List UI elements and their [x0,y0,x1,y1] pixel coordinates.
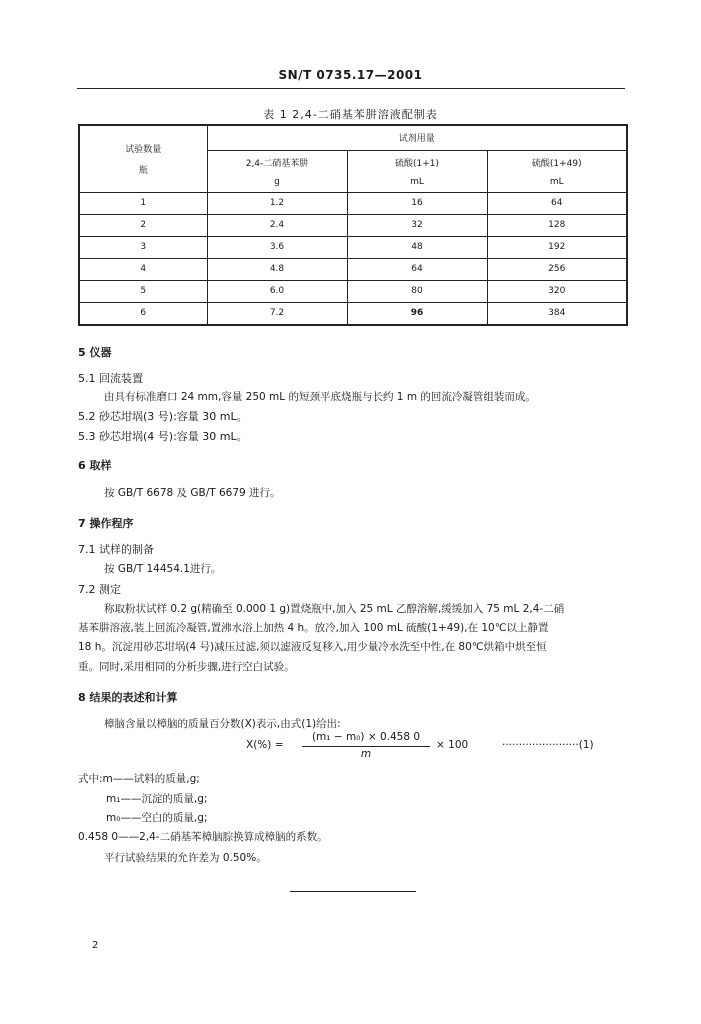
column-unit: mL [549,176,564,187]
section-7-2-line: 18 h。沉淀用砂芯坩埚(4 号)减压过滤,须以滤液反复移入,用少量冷水洗至中性,在 80℃烘箱中烘至恒 [78,641,547,653]
column-name: 硫酸(1+1) [394,158,440,169]
table-cell: 4.8 [207,258,347,280]
table-row [79,280,627,302]
section-7-2-line: 重。同时,采用相同的分析步骤,进行空白试验。 [78,661,295,673]
section-8-title: 8 结果的表述和计算 [78,691,178,704]
preparation-table [78,124,628,326]
section-6-body: 按 GB/T 6678 及 GB/T 6679 进行。 [104,487,281,499]
table-cell: 48 [347,236,487,258]
column-name: 硫酸(1+49) [531,158,582,169]
row-header-cell [79,125,207,192]
formula-tail: × 100 [436,739,469,751]
section-7-2-title: 7.2 测定 [78,583,121,596]
table-cell: 3.6 [207,236,347,258]
tolerance-text: 平行试验结果的允许差为 0.50%。 [104,852,267,864]
end-rule [290,891,416,892]
table-cell: 192 [487,236,627,258]
section-6-title: 6 取样 [78,459,112,472]
section-8-intro: 樟脑含量以樟脑的质量百分数(X)表示,由式(1)给出: [104,718,341,730]
table-cell: 64 [487,192,627,214]
formula-lhs: X(%) = [246,739,284,751]
table-row [79,258,627,280]
header-rule [77,88,625,89]
section-7-1-body: 按 GB/T 14454.1进行。 [104,563,222,575]
table-row [79,236,627,258]
table-cell: 1.2 [207,192,347,214]
table-cell: 4 [79,258,207,280]
table-cell: 128 [487,214,627,236]
formula-numerator: (m₁ − m₀) × 0.458 0 [311,731,421,743]
formula-denominator: m [360,748,372,760]
column-header [487,150,627,192]
table-cell: 320 [487,280,627,302]
table-cell: 2 [79,214,207,236]
definition-line: m₀——空白的质量,g; [106,812,208,824]
page-number: 2 [92,940,99,951]
section-7-2-line: 称取粉状试样 0.2 g(精确至 0.000 1 g)置烧瓶中,加入 25 mL 乙醇溶解,缓缓加入 75 mL 2,4-二硝 [104,603,565,615]
column-unit: mL [410,176,424,187]
table-caption: 表 1 2,4-二硝基苯肼溶液配制表 [263,108,438,121]
column-unit: g [274,176,280,187]
section-5-1-title: 5.1 回流装置 [78,372,143,385]
column-header [207,150,347,192]
section-7-2-line: 基苯肼溶液,装上回流冷凝管,置沸水浴上加热 4 h。放冷,加入 100 mL 硫酸(1+49),在 10℃以上静置 [78,622,549,634]
table-cell: 6.0 [207,280,347,302]
table-cell: 256 [487,258,627,280]
table-cell: 7.2 [207,302,347,325]
column-name: 2,4-二硝基苯肼 [245,158,309,169]
equation-number: ·······················(1) [502,739,594,751]
section-5-2: 5.2 砂芯坩埚(3 号):容量 30 mL。 [78,410,248,423]
table-cell: 5 [79,280,207,302]
table-cell: 2.4 [207,214,347,236]
section-5-title: 5 仪器 [78,346,112,359]
table-cell: 96 [347,302,487,325]
table-cell: 32 [347,214,487,236]
table-cell: 64 [347,258,487,280]
section-7-1-title: 7.1 试样的制备 [78,543,154,556]
table-cell: 384 [487,302,627,325]
standard-number: SN/T 0735.17—2001 [278,68,423,82]
definition-line: 0.458 0——2,4-二硝基苯樟脑腙换算成樟脑的系数。 [78,831,328,843]
row-header-unit: 瓶 [138,165,148,176]
table-row [79,302,627,325]
table-cell: 1 [79,192,207,214]
fraction-bar [302,746,430,747]
row-header: 试验数量 [125,144,162,155]
table-cell: 3 [79,236,207,258]
group-header: 试剂用量 [207,125,627,150]
table-cell: 80 [347,280,487,302]
section-7-title: 7 操作程序 [78,517,134,530]
table-row [79,192,627,214]
section-5-3: 5.3 砂芯坩埚(4 号):容量 30 mL。 [78,430,248,443]
section-5-1-body: 由具有标准磨口 24 mm,容量 250 mL 的短颈平底烧瓶与长约 1 m 的回流冷凝管组装而成。 [104,391,536,403]
definition-line: m₁——沉淀的质量,g; [106,793,208,805]
definition-line: 式中:m——试料的质量,g; [78,773,200,785]
table-cell: 16 [347,192,487,214]
table-row [79,214,627,236]
table-cell: 6 [79,302,207,325]
column-header [347,150,487,192]
